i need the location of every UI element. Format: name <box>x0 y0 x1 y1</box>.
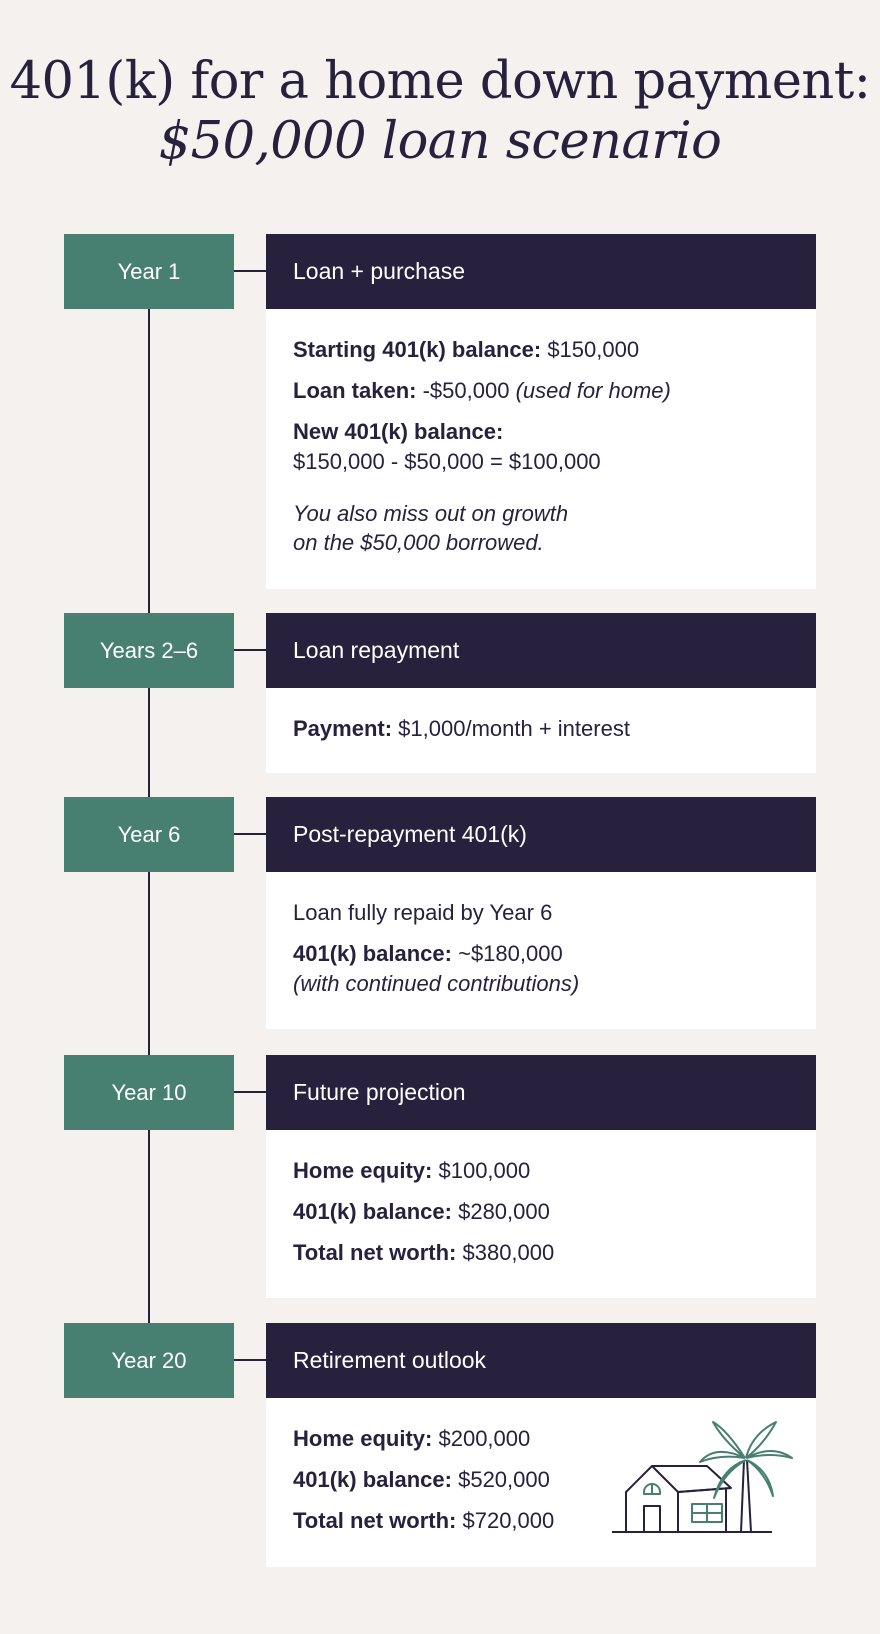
repaid-note: Loan fully repaid by Year 6 <box>293 900 553 925</box>
stage-heading-3: Post-repayment 401(k) <box>266 797 816 872</box>
year-badge-4: Year 10 <box>64 1055 234 1130</box>
stage-heading-2: Loan repayment <box>266 613 816 688</box>
new-balance: New 401(k) balance: $150,000 - $50,000 = $100,000 <box>293 419 601 474</box>
balance: 401(k) balance: $280,000 <box>293 1199 550 1224</box>
stage-card-5 <box>266 1323 816 1567</box>
house-with-palm-tree-icon <box>610 1420 796 1538</box>
year-badge-2: Years 2–6 <box>64 613 234 688</box>
stage-body-2 <box>266 688 816 773</box>
stage-body-4 <box>266 1130 816 1298</box>
stage-heading-1: Loan + purchase <box>266 234 816 309</box>
net-worth: Total net worth: $720,000 <box>293 1508 555 1533</box>
stage-body-5 <box>266 1398 816 1567</box>
stage-card-4 <box>266 1055 816 1298</box>
stage-body-1 <box>266 309 816 589</box>
balance: 401(k) balance: $520,000 <box>293 1467 550 1492</box>
payment: Payment: $1,000/month + interest <box>293 716 630 741</box>
title-line-1: 401(k) for a home down payment: <box>9 52 871 111</box>
stage-card-3 <box>266 797 816 1029</box>
page-title <box>0 52 880 172</box>
connector-2 <box>234 649 266 651</box>
stage-card-1 <box>266 234 816 589</box>
loan-taken: Loan taken: -$50,000 (used for home) <box>293 378 671 403</box>
title-line-2: $50,000 loan scenario <box>158 112 722 171</box>
stage-heading-4: Future projection <box>266 1055 816 1130</box>
year-badge-3: Year 6 <box>64 797 234 872</box>
connector-1 <box>234 270 266 272</box>
year-badge-1: Year 1 <box>64 234 234 309</box>
connector-4 <box>234 1091 266 1093</box>
net-worth: Total net worth: $380,000 <box>293 1240 555 1265</box>
year-badge-5: Year 20 <box>64 1323 234 1398</box>
connector-5 <box>234 1359 266 1361</box>
home-equity: Home equity: $100,000 <box>293 1158 531 1183</box>
home-equity: Home equity: $200,000 <box>293 1426 531 1451</box>
post-repay-balance: 401(k) balance: ~$180,000 (with continued contributions) <box>293 941 580 996</box>
connector-3 <box>234 833 266 835</box>
stage-body-3 <box>266 872 816 1029</box>
stage-heading-5: Retirement outlook <box>266 1323 816 1398</box>
stage-card-2 <box>266 613 816 773</box>
start-balance: Starting 401(k) balance: $150,000 <box>293 337 640 362</box>
growth-note: You also miss out on growth on the $50,000 borrowed. <box>293 501 569 555</box>
